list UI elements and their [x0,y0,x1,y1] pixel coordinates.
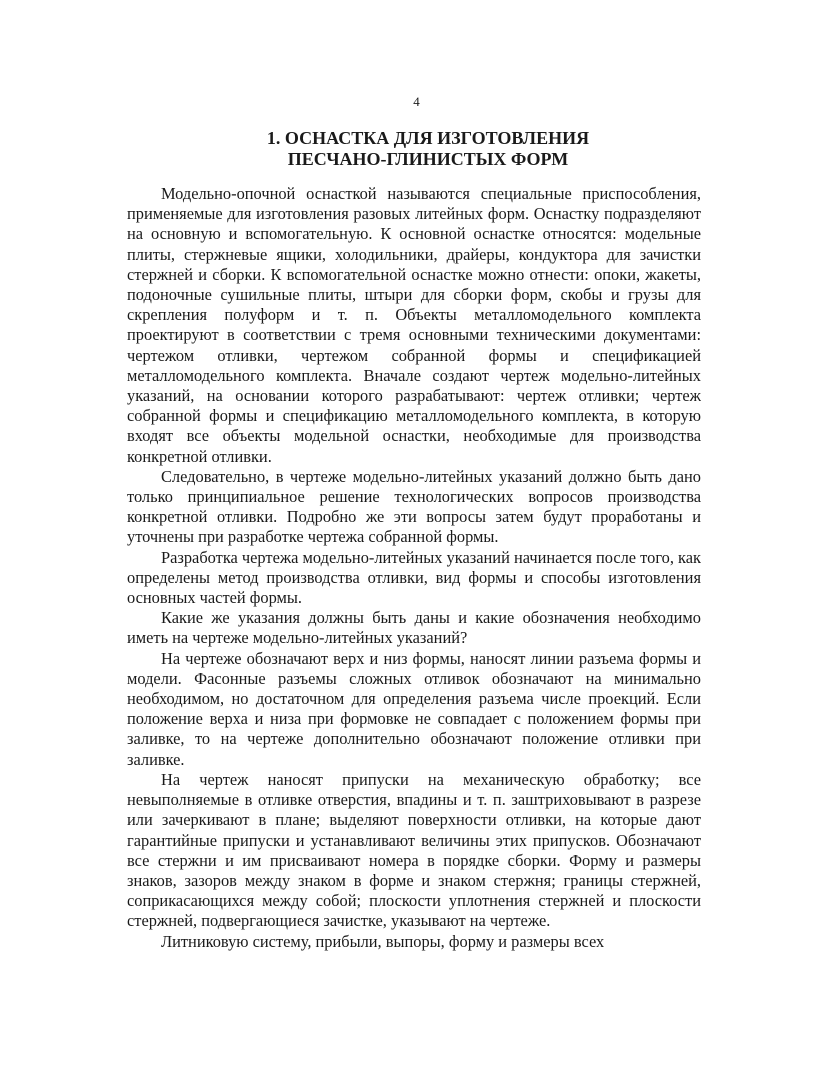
page-number: 4 [413,94,420,109]
paragraph-2: Следовательно, в чертеже модельно-литейных указаний должно быть дано только принципиальное решение технологических вопросов производства конкретной отливки. Подробно же эти вопросы затем будут проработаны и уточнены при разработке чертежа собранной формы. [127,466,701,547]
paragraph-7: Литниковую систему, прибыли, выпоры, форму и размеры всех [161,931,605,951]
section-title-line-1: 1. ОСНАСТКА ДЛЯ ИЗГОТОВЛЕНИЯ [266,128,590,148]
paragraph-1: Модельно-опочной оснасткой называются специальные приспособления, применяемые для изготовления разовых литейных форм. Оснастку подразделяют на основную и вспомогательную. К основной оснастке относятся: модельные плиты, стержневые ящики, холодильники, драйеры, кондуктора для зачистки стержней и сборки. К вспомогательной оснастке можно отнести: опоки, жакеты, подоночные сушильные плиты, штыри для сборки форм, скобы и грузы для скрепления полуформ и т. п. Объекты металломодельного комплекта проектируют в соответствии с тремя основными техническими документами: чертежом отливки, чертежом собранной формы и спецификацией металломодельного комплекта. Вначале создают чертеж модельно-литейных указаний, на основании которого разрабатывают: чертеж отливки; чертеж собранной формы и спецификацию металломодельного комплекта, в которую входят все объекты модельной оснастки, необходимые для производства конкретной отливки. [127,184,701,466]
section-title [128,128,728,170]
section-title-line-2: ПЕСЧАНО-ГЛИНИСТЫХ ФОРМ [287,149,569,169]
paragraph-4: Какие же указания должны быть даны и какие обозначения необходимо иметь на чертеже модельно-литейных указаний? [127,608,701,648]
paragraph-6: На чертеж наносят припуски на механическую обработку; все невыполняемые в отливке отверстия, впадины и т. п. заштриховывают в разрезе или зачеркивают в плане; выделяют поверхности отливки, на которые дают гарантийные припуски и устанавливают величины этих припусков. Обозначают все стержни и им присваивают номера в порядке сборки. Форму и размеры знаков, зазоров между знаком в форме и знаком стержня; границы стержней, соприкасающихся между собой; плоскости уплотнения стержней и плоскости стержней, подвергающиеся зачистке, указывают на чертеже. [127,769,701,931]
paragraph-5: На чертеже обозначают верх и низ формы, наносят линии разъема формы и модели. Фасонные разъемы сложных отливок обозначают на минимально необходимом, но достаточном для определения разъема числе проекций. Если положение верха и низа при формовке не совпадает с положением формы при заливке, то на чертеже дополнительно обозначают положение отливки при заливке. [127,648,701,769]
body-text [127,184,701,952]
paragraph-3: Разработка чертежа модельно-литейных указаний начинается после того, как определены метод производства отливки, вид формы и способы изготовления основных частей формы. [127,547,701,608]
